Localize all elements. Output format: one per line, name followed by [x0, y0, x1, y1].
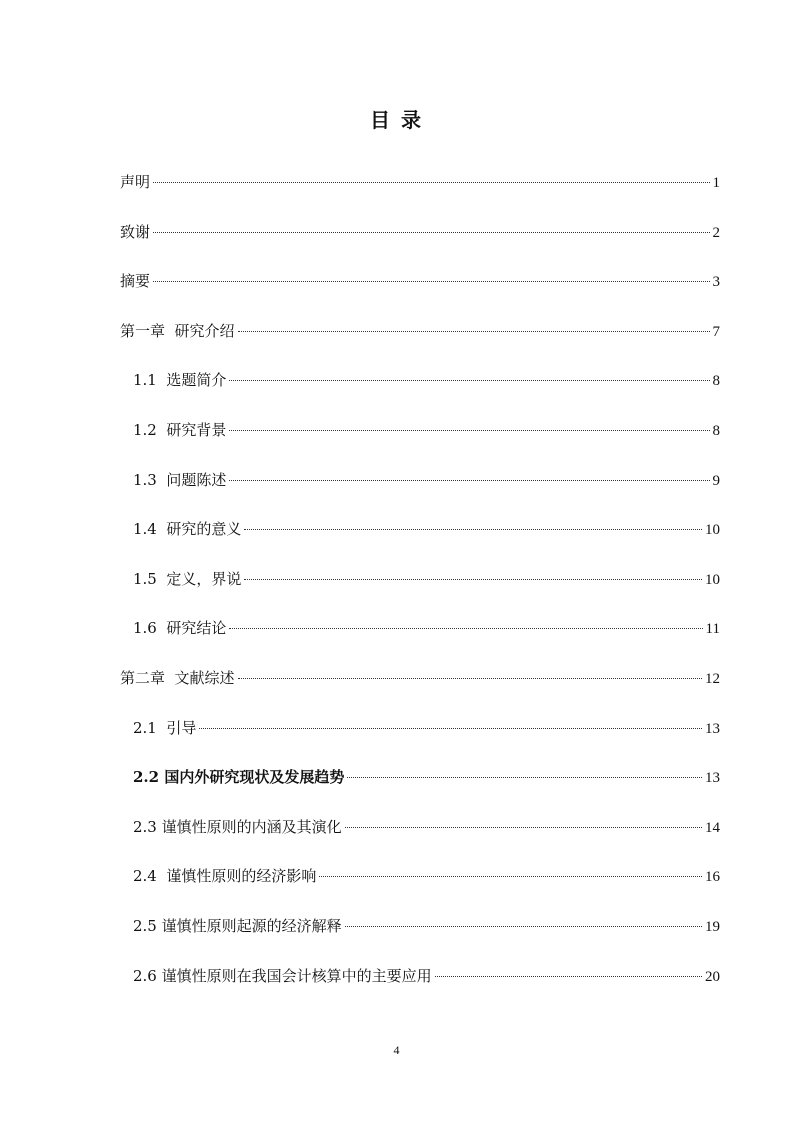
toc-entry[interactable]: [120, 222, 720, 272]
toc-entry-page-number: 11: [705, 621, 720, 638]
toc-entry-label: 第一章 研究介绍: [120, 321, 235, 340]
toc-entry-page-number: 19: [705, 918, 720, 935]
toc-dot-leader: [244, 579, 702, 580]
toc-entry-label: 2.5 谨慎性原则起源的经济解释: [133, 916, 342, 935]
toc-list: [120, 172, 720, 1015]
toc-entry[interactable]: [120, 966, 720, 1016]
toc-entry[interactable]: [120, 370, 720, 420]
toc-dot-leader: [345, 827, 702, 828]
toc-dot-leader: [229, 480, 709, 481]
toc-entry[interactable]: [120, 172, 720, 222]
toc-entry[interactable]: [120, 866, 720, 916]
toc-entry[interactable]: [120, 321, 720, 371]
toc-entry-label: 1.4 研究的意义: [133, 520, 242, 539]
toc-entry[interactable]: [120, 916, 720, 966]
toc-entry-page-number: 9: [712, 472, 720, 489]
toc-entry[interactable]: [120, 519, 720, 569]
toc-entry[interactable]: [120, 718, 720, 768]
toc-dot-leader: [435, 976, 702, 977]
toc-entry[interactable]: [120, 271, 720, 321]
toc-entry[interactable]: [120, 618, 720, 668]
toc-entry-page-number: 10: [705, 522, 720, 539]
toc-dot-leader: [345, 926, 702, 927]
toc-entry-page-number: 10: [705, 571, 720, 588]
toc-entry[interactable]: [120, 817, 720, 867]
toc-dot-leader: [238, 331, 710, 332]
toc-entry-label: 2.1 引导: [133, 718, 197, 737]
toc-entry[interactable]: [120, 420, 720, 470]
toc-dot-leader: [229, 628, 702, 629]
toc-entry-label: 1.6 研究结论: [133, 619, 227, 638]
toc-entry-page-number: 8: [712, 373, 720, 390]
toc-entry[interactable]: [120, 767, 720, 817]
toc-entry-label: 1.3 问题陈述: [133, 470, 227, 489]
toc-dot-leader: [153, 232, 709, 233]
toc-entry-label: 2.6 谨慎性原则在我国会计核算中的主要应用: [133, 966, 432, 985]
toc-dot-leader: [347, 777, 702, 778]
toc-entry[interactable]: [120, 470, 720, 520]
toc-entry-label: 第二章 文献综述: [120, 668, 235, 687]
toc-entry-label: 2.4 谨慎性原则的经济影响: [133, 867, 317, 886]
toc-title: 目 录: [370, 108, 423, 132]
toc-entry-page-number: 3: [712, 274, 720, 291]
toc-dot-leader: [319, 876, 702, 877]
toc-entry-page-number: 13: [705, 770, 720, 787]
toc-dot-leader: [153, 281, 709, 282]
toc-dot-leader: [238, 678, 702, 679]
toc-entry-label: 2.2 国内外研究现状及发展趋势: [133, 768, 345, 787]
toc-entry-page-number: 7: [712, 323, 720, 340]
toc-entry-page-number: 13: [705, 720, 720, 737]
toc-dot-leader: [229, 430, 709, 431]
toc-entry-label: 摘要: [120, 272, 151, 291]
toc-dot-leader: [199, 728, 702, 729]
toc-entry[interactable]: [120, 569, 720, 619]
toc-entry-page-number: 2: [712, 224, 720, 241]
toc-entry[interactable]: [120, 668, 720, 718]
toc-entry-label: 1.2 研究背景: [133, 420, 227, 439]
toc-dot-leader: [229, 380, 709, 381]
page-number: 4: [393, 1043, 400, 1057]
toc-entry-page-number: 12: [705, 670, 720, 687]
toc-entry-label: 1.1 选题简介: [133, 371, 227, 390]
toc-entry-label: 致谢: [120, 222, 151, 241]
toc-entry-label: 声明: [120, 173, 151, 191]
toc-entry-label: 1.5 定义，界说: [133, 569, 242, 588]
toc-entry-label: 2.3 谨慎性原则的内涵及其演化: [133, 817, 342, 836]
toc-dot-leader: [244, 529, 702, 530]
toc-entry-page-number: 8: [712, 422, 720, 439]
toc-dot-leader: [153, 182, 709, 183]
toc-entry-page-number: 16: [705, 869, 720, 886]
toc-entry-page-number: 14: [705, 819, 720, 836]
toc-entry-page-number: 1: [712, 175, 720, 191]
toc-entry-page-number: 20: [705, 968, 720, 985]
